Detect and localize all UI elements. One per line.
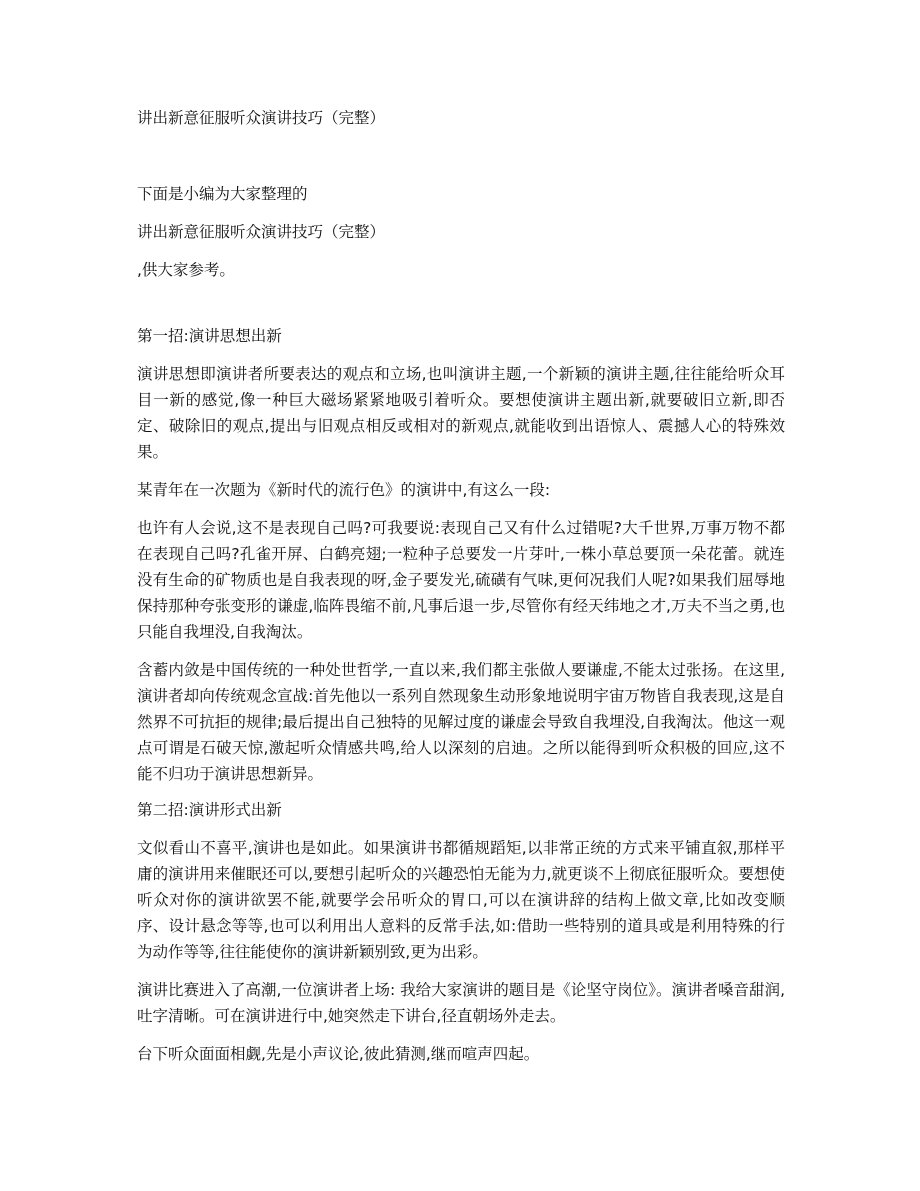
section-1-paragraph-1: 演讲思想即演讲者所要表达的观点和立场,也叫演讲主题,一个新颖的演讲主题,往往能给听众耳目一新的感觉,像一种巨大磁场紧紧地吸引着听众。要想使演讲主题出新,就要破旧立新,即否定、破除旧的观点,提出与旧观点相反或相对的新观点,就能收到出语惊人、震撼人心的特殊效果。 — [137, 365, 785, 461]
section-1-paragraph-3: 也许有人会说,这不是表现自己吗?可我要说:表现自己又有什么过错呢?大千世界,万事万物不都在表现自己吗?孔雀开屏、白鹤亮翅;一粒种子总要发一片芽叶,一株小草总要顶一朵花蕾。就连没有生命的矿物质也是自我表现的呀,金子要发光,硫磺有气味,更何况我们人呢?如果我们屈辱地保持那种夸张变形的谦虚,临阵畏缩不前,凡事后退一步,尽管你有经天纬地之才,万夫不当之勇,也只能自我埋没,自我淘汰。 — [137, 519, 785, 641]
section-2-paragraph-1: 文似看山不喜平,演讲也是如此。如果演讲书都循规蹈矩,以非常正统的方式来平铺直叙,那样平庸的演讲用来催眠还可以,要想引起听众的兴趣恐怕无能为力,就更谈不上彻底征服听众。要想使听众对你的演讲欲罢不能,就要学会吊听众的胃口,可以在演讲辞的结构上做文章,比如改变顺序、设计悬念等等,也可以利用出人意料的反常手法,如:借助一些特别的道具或是利用特殊的行为动作等等,往往能使你的演讲新颖别致,更为出彩。 — [137, 839, 785, 961]
intro-line-2: 讲出新意征服听众演讲技巧（完整） — [137, 223, 386, 241]
section-1-paragraph-2: 某青年在一次题为《新时代的流行色》的演讲中,有这么一段: — [137, 481, 551, 499]
section-2-paragraph-3: 台下听众面面相觑,先是小声议论,彼此猜测,继而喧声四起。 — [137, 1045, 540, 1063]
intro-line-1: 下面是小编为大家整理的 — [137, 185, 308, 203]
document-title: 讲出新意征服听众演讲技巧（完整） — [137, 109, 386, 127]
section-heading-2: 第二招:演讲形式出新 — [137, 801, 282, 819]
section-1-paragraph-4: 含蓄内敛是中国传统的一种处世哲学,一直以来,我们都主张做人要谦虚,不能太过张扬。在这里,演讲者却向传统观念宣战:首先他以一系列自然现象生动形象地说明宇宙万物皆自我表现,这是自然界不可抗拒的规律;最后提出自己独特的见解过度的谦虚会导致自我埋没,自我淘汰。他这一观点可谓是石破天惊,激起听众情感共鸣,给人以深刻的启迪。之所以能得到听众积极的回应,这不能不归功于演讲思想新异。 — [137, 661, 785, 783]
section-2-paragraph-2: 演讲比赛进入了高潮,一位演讲者上场: 我给大家演讲的题目是《论坚守岗位》。演讲者嗓音甜润,吐字清晰。可在演讲进行中,她突然走下讲台,径直朝场外走去。 — [137, 981, 785, 1025]
document-body — [137, 105, 785, 1079]
section-heading-1: 第一招:演讲思想出新 — [137, 327, 282, 345]
intro-line-3: ,供大家参考。 — [137, 261, 235, 279]
